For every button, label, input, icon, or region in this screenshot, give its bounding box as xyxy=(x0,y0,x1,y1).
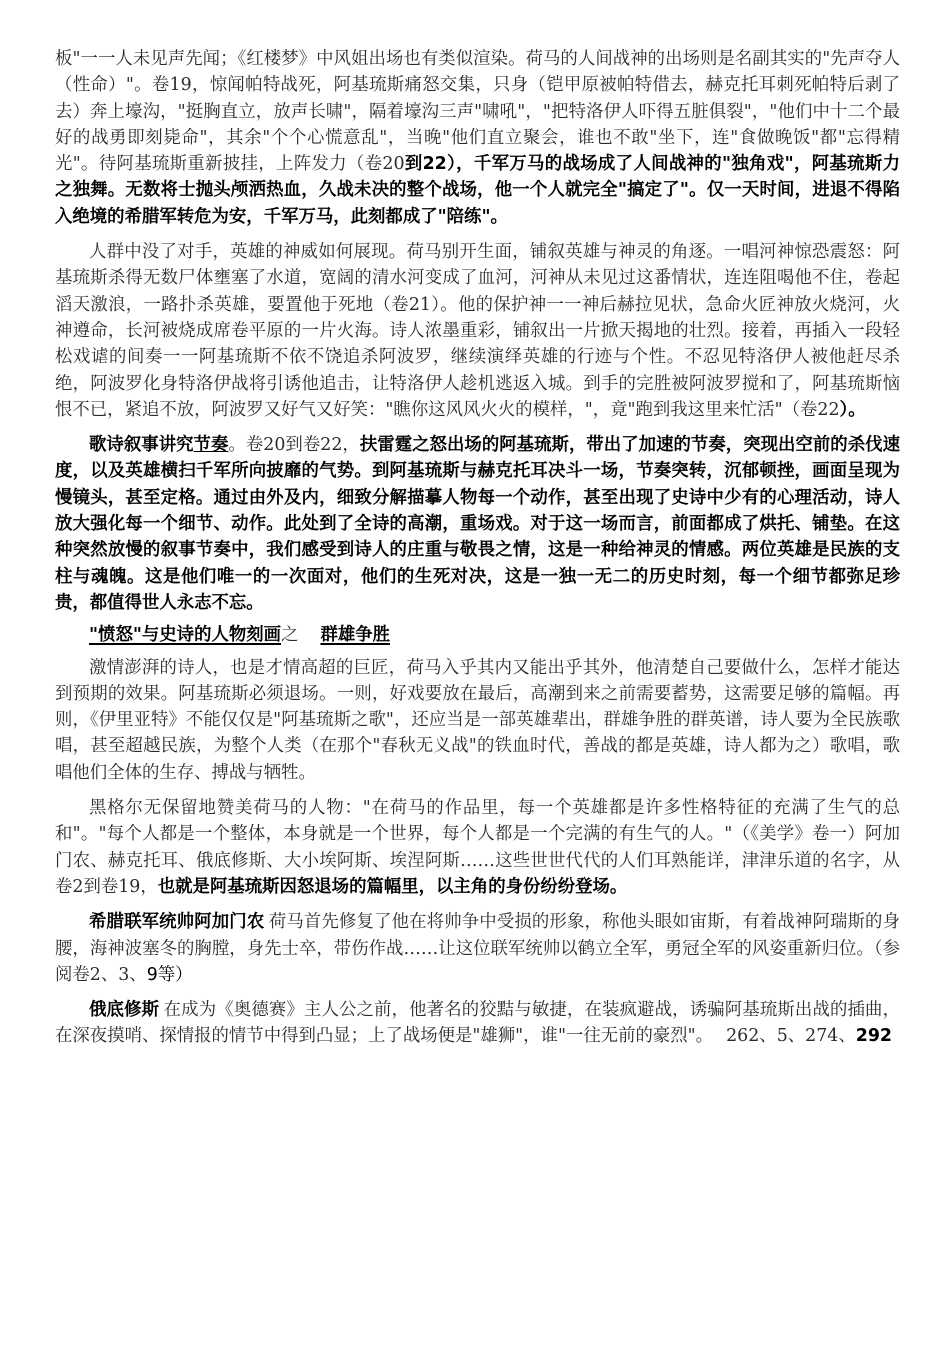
lead-term: 歌诗叙事讲究 xyxy=(89,435,194,456)
paragraph-text-ref: 9等） xyxy=(146,964,193,985)
section-heading xyxy=(55,622,900,648)
paragraph-text-bold: 扶雷霆之怒出场的阿基琉斯，带出了加速的节奏，突现出空前的杀伐速度，以及英雄横扫千军所向披靡的气势。到阿基琉斯与赫克托耳决斗一场，节奏突转，沉郁顿挫，画面呈现为慢镜头，甚至定格。通过由外及内，细致分解描摹人物每一个动作，甚至出现了史诗中少有的心理活动，诗人放大强化每一个细节、动作。此处到了全诗的高潮，重场戏。对于这一场而言，前面都成了烘托、铺垫。在这种突然放慢的叙事节奏中，我们感受到诗人的庄重与敬畏之情，这是一种给神灵的情感。两位英雄是民族的支柱与魂魄。这是他们唯一的一次面对，他们的生死对决，这是一独一无二的历史时刻，每一个细节都弥足珍贵，都值得世人永志不忘。 xyxy=(55,435,900,613)
paragraph-hegel-praise xyxy=(55,795,900,900)
paragraph-gods-contest xyxy=(55,239,900,423)
lead-term: 希腊联军统帅阿加门农 xyxy=(89,912,265,933)
paragraph-text: 激情澎湃的诗人，也是才情高超的巨匠，荷马入乎其内又能出乎其外，他清楚自己要做什么，怎样才能达到预期的效果。阿基琉斯必须退场。一则，好戏要放在最后，高潮到来之前需要蓄势，这需要足够的篇幅。再则，《伊里亚特》不能仅仅是"阿基琉斯之歌"，还应当是一部英雄辈出，群雄争胜的群英谱，诗人要为全民族歌唱，甚至超越民族，为整个人类（在那个"春秋无义战"的铁血时代，善战的都是英雄，诗人都为之）歌唱，歌唱他们全体的生存、搏战与牺牲。 xyxy=(55,657,900,783)
heading-title: "愤怒"与史诗的人物刻画 xyxy=(89,625,282,646)
heading-subtitle: 群雄争胜 xyxy=(320,625,391,646)
paragraph-text: 荷马首先修复了他在将帅争中受损的形象，称他头眼如宙斯，有着战神阿瑞斯的身腰，海神波塞冬的胸膛，身先士卒，带伤作战……让这位联军统帅以鹤立全军，勇冠全军的风姿重新归位。（参阅卷2、3、 xyxy=(55,912,900,985)
heading-connector: 之 xyxy=(281,625,299,646)
paragraph-text-bold: 到22），千军万马的战场成了人间战神的"独角戏"，阿基琉斯力之独舞。无数将士抛头颅洒热血，久战未决的整个战场，他一个人就完全"搞定了"。仅一天时间，进退不得陷入绝境的希腊军转危为安，千军万马，此刻都成了"陪练"。 xyxy=(55,154,900,227)
lead-term-underlined: 节奏 xyxy=(193,435,229,456)
paragraph-agamemnon xyxy=(55,909,900,988)
paragraph-odysseus xyxy=(55,997,900,1050)
paragraph-text: 人群中没了对手，英雄的神威如何展现。荷马别开生面，铺叙英雄与神灵的角逐。一唱河神惊恐震怒：阿基琉斯杀得无数尸体壅塞了水道，宽阔的清水河变成了血河，河神从未见过这番情状，连连阻喝他不住，卷起滔天激浪，一路扑杀英雄，要置他于死地（卷21）。他的保护神一一神后赫拉见状，急命火匠神放火烧河，火神遵命，长河被烧成席卷平原的一片火海。诗人浓墨重彩，铺叙出一片掀天揭地的壮烈。接着，再插入一段轻松戏谑的间奏一一阿基琉斯不依不饶追杀阿波罗，继续演绎英雄的行迹与个性。不忍见特洛伊人被他赶尽杀绝，阿波罗化身特洛伊战将引诱他追击，让特洛伊人趁机逃返入城。到手的完胜被阿波罗搅和了，阿基琉斯恼恨不已，紧追不放，阿波罗又好气又好笑："瞧你这风风火火的模样，"，竟"跑到我这里来忙活"（卷22 xyxy=(55,242,900,420)
lead-term: 俄底修斯 xyxy=(89,1000,160,1021)
paragraph-text: 。卷20到卷22， xyxy=(228,435,360,456)
paragraph-text-bold: ）。 xyxy=(839,399,866,420)
paragraph-text: 板"一一人未见声先闻；《红楼梦》中风姐出场也有类似渲染。荷马的人间战神的出场则是名副其实的"先声夺人（性命）"。卷19，惊闻帕特战死，阿基琉斯痛怒交集，只身（铠甲原被帕特借去，赫克托耳刺死帕特后剥了去）奔上壕沟，"挺胸直立，放声长啸"，隔着壕沟三声"啸吼"，"把特洛伊人吓得五脏俱裂"，"他们中十二个最好的战勇即刻毙命"，其余"个个心慌意乱"，当晚"他们直立聚会，谁也不敢"坐下，连"食做晚饭"都"忘得精光"。待阿基琉斯重新披挂，上阵发力（卷20 xyxy=(55,49,900,175)
paragraph-homer-craft xyxy=(55,655,900,786)
paragraph-text: 在成为《奥德赛》主人公之前，他著名的狡黠与敏捷，在装疯避战，诱骗阿基琉斯出战的插曲，在深夜摸哨、探情报的情节中得到凸显；上了战场便是"雄狮"，谁"一往无前的豪烈"。 xyxy=(55,1000,900,1047)
document-page xyxy=(55,46,900,1050)
page-references: 262、5、274、 xyxy=(726,1026,856,1047)
page-reference-bold: 292 xyxy=(855,1026,893,1047)
paragraph-text: 黑格尔无保留地赞美荷马的人物："在荷马的作品里，每一个英雄都是许多性格特征的充满了生气的总和"。"每个人都是一个整体，本身就是一个世界，每个人都是一个完满的有生气的人。"（《美学》卷一）阿加门农、赫克托耳、俄底修斯、大小埃阿斯、埃涅阿斯……这些世世代代的人们耳熟能详，津津乐道的名字，从卷2到卷19， xyxy=(55,798,900,897)
paragraph-text-bold: 也就是阿基琉斯因怒退场的篇幅里，以主角的身份纷纷登场。 xyxy=(157,876,628,897)
paragraph-achilles-entrance xyxy=(55,46,900,230)
paragraph-narrative-rhythm xyxy=(55,432,900,616)
